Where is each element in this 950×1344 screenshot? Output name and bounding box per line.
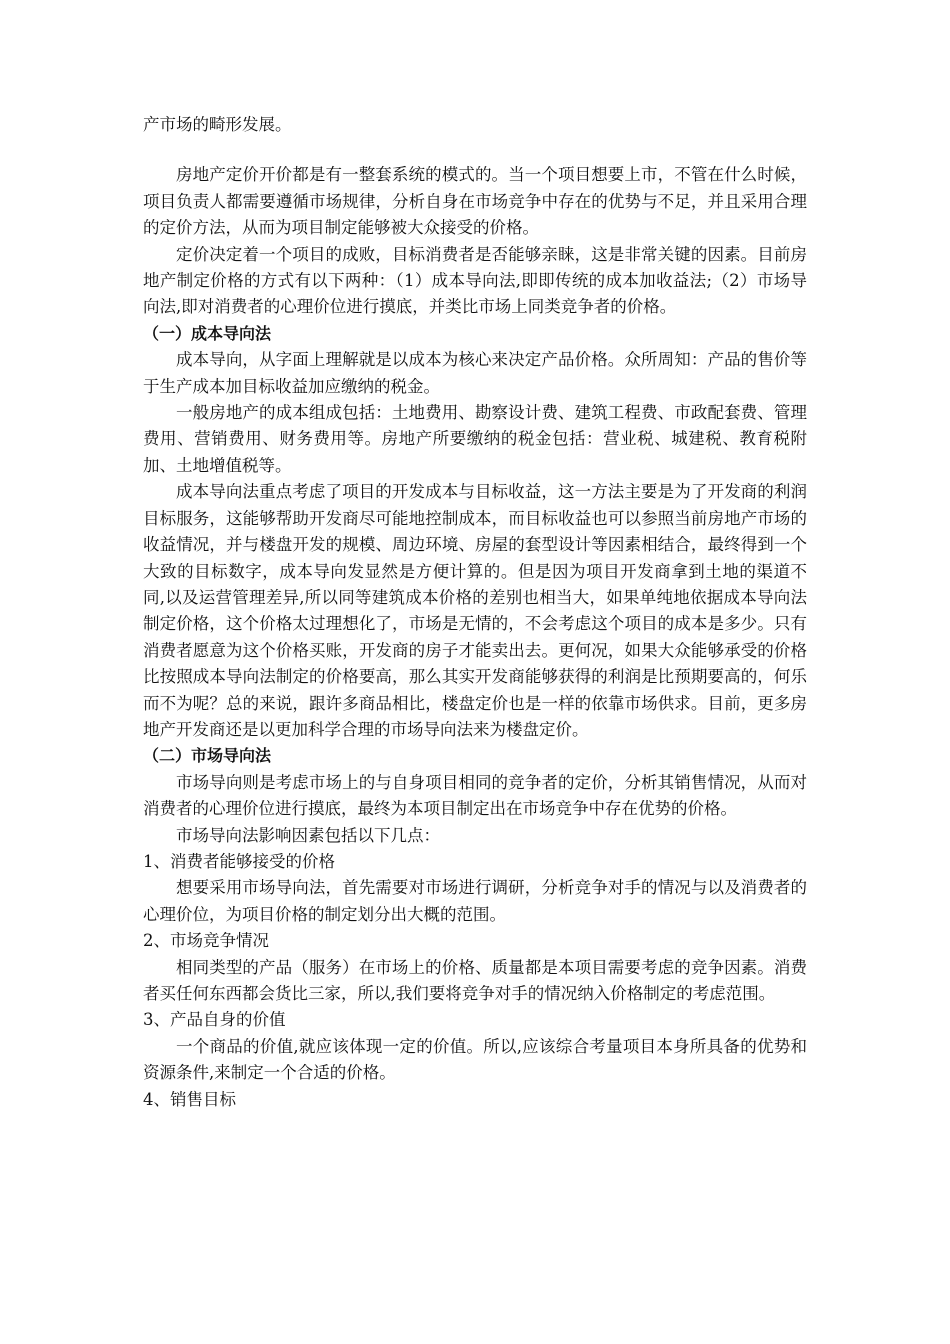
paragraph-pricing-methods: 定价决定着一个项目的成败，目标消费者是否能够亲睐，这是非常关键的因素。目前房地产制定价格的方式有以下两种：（1）成本导向法,即即传统的成本加收益法;（2）市场导向法,即对消费者的心理价位进行摸底，并类比市场上同类竞争者的价格。 (143, 244, 807, 317)
subheading-consumer-price: 1、消费者能够接受的价格 (143, 851, 335, 871)
subheading-product-value: 3、产品自身的价值 (143, 1010, 286, 1030)
paragraph-product-value: 一个商品的价值,就应该体现一定的价值。所以,应该综合考量项目本身所具备的优势和资源条件,来制定一个合适的价格。 (143, 1036, 807, 1083)
paragraph-market-factors-intro: 市场导向法影响因素包括以下几点： (176, 825, 440, 845)
document-body (143, 112, 807, 1113)
subheading-sales-target: 4、销售目标 (143, 1089, 236, 1109)
paragraph-market-definition: 市场导向则是考虑市场上的与自身项目相同的竞争者的定价，分析其销售情况，从而对消费者的心理价位进行摸底，最终为本项目制定出在市场竞争中存在优势的价格。 (143, 772, 807, 819)
subheading-market-competition: 2、市场竞争情况 (143, 931, 269, 951)
paragraph-market-competition: 相同类型的产品（服务）在市场上的价格、质量都是本项目需要考虑的竞争因素。消费者买任何东西都会货比三家，所以,我们要将竞争对手的情况纳入价格制定的考虑范围。 (143, 957, 807, 1003)
paragraph-consumer-price: 想要采用市场导向法，首先需要对市场进行调研，分析竞争对手的情况与以及消费者的心理价位，为项目价格的制定划分出大概的范围。 (143, 878, 807, 924)
paragraph-gap (143, 138, 807, 162)
section-heading-cost-oriented: （一）成本导向法 (143, 323, 272, 343)
paragraph-pricing-system: 房地产定价开价都是有一整套系统的模式的。当一个项目想要上市，不管在什么时候，项目负责人都需要遵循市场规律，分析自身在市场竞争中存在的优势与不足，并且采用合理的定价方法，从而为项目制定能够被大众接受的价格。 (143, 165, 807, 238)
paragraph-cost-components: 一般房地产的成本组成包括：土地费用、勘察设计费、建筑工程费、市政配套费、管理费用、营销费用、财务费用等。房地产所要缴纳的税金包括：营业税、城建税、教育税附加、土地增值税等。 (143, 403, 807, 475)
paragraph-cost-definition: 成本导向，从字面上理解就是以成本为核心来决定产品价格。众所周知：产品的售价等于生产成本加目标收益加应缴纳的税金。 (143, 350, 807, 396)
section-heading-market-oriented: （二）市场导向法 (143, 746, 272, 766)
paragraph-cost-analysis: 成本导向法重点考虑了项目的开发成本与目标收益，这一方法主要是为了开发商的利润目标服务，这能够帮助开发商尽可能地控制成本，而目标收益也可以参照当前房地产市场的收益情况，并与楼盘开发的规模、周边环境、房屋的套型设计等因素相结合，最终得到一个大致的目标数字，成本导向发显然是方便计算的。但是因为项目开发商拿到土地的渠道不同,以及运营管理差异,所以同等建筑成本价格的差别也相当大，如果单纯地依据成本导向法制定价格，这个价格太过理想化了，市场是无情的，不会考虑这个项目的成本是多少。只有消费者愿意为这个价格买账，开发商的房子才能卖出去。更何况，如果大众能够承受的价格比按照成本导向法制定的价格要高，那么其实开发商能够获得的利润是比预期要高的，何乐而不为呢？总的来说，跟许多商品相比，楼盘定价也是一样的依靠市场供求。目前，更多房地产开发商还是以更加科学合理的市场导向法来为楼盘定价。 (143, 482, 807, 739)
paragraph-intro-tail: 产市场的畸形发展。 (143, 115, 292, 134)
